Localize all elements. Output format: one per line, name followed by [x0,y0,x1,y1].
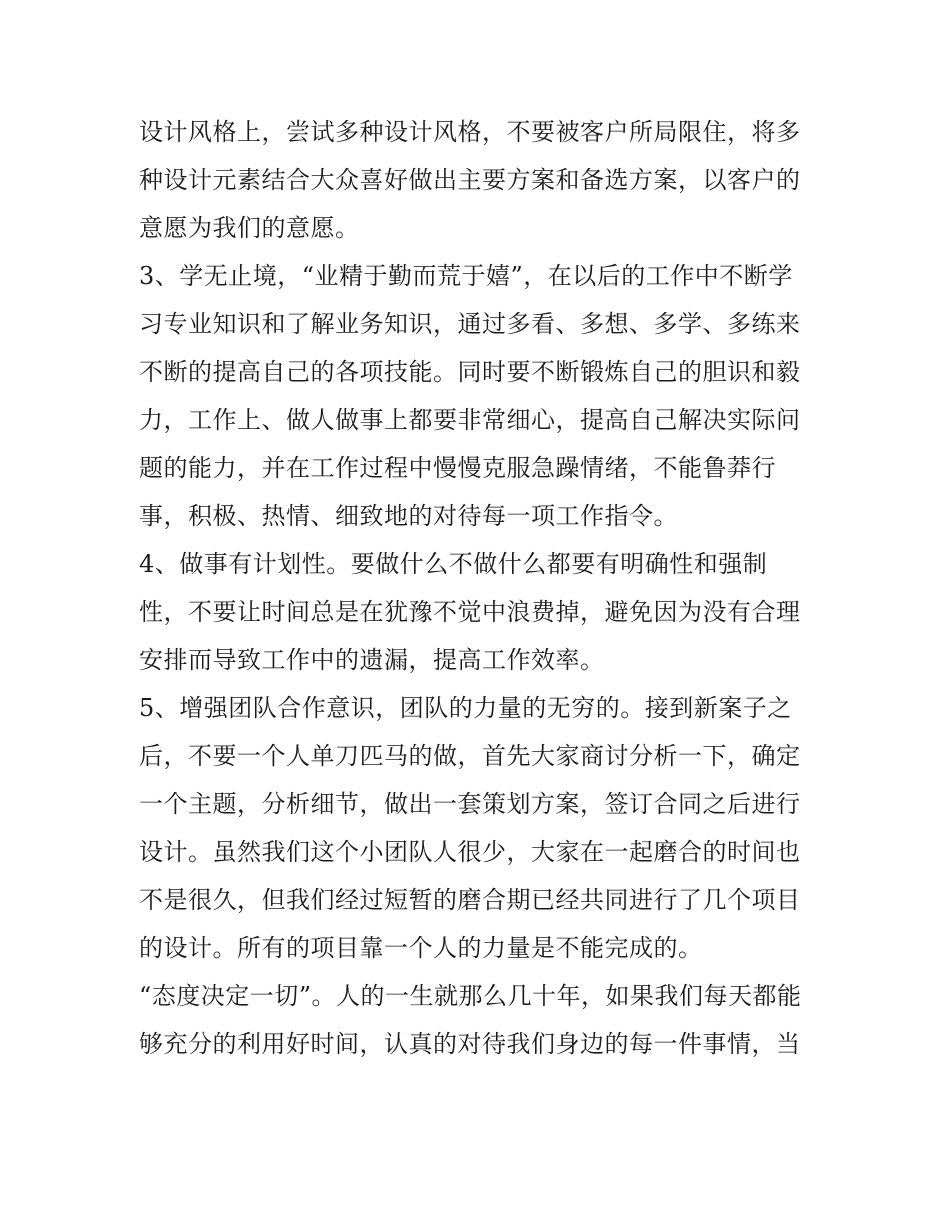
text-line: 的设计。所有的项目靠一个人的力量是不能完成的。 [139,934,703,962]
document-body [139,108,819,1068]
text-line: 力，工作上、做人做事上都要非常细心，提高自己解决实际问 [139,406,801,434]
text-line: 不是很久，但我们经过短暂的磨合期已经共同进行了几个项目 [139,886,801,914]
text-line: 事，积极、热情、细致地的对待每一项工作指令。 [139,502,678,530]
text-line: 性，不要让时间总是在犹豫不觉中浪费掉，避免因为没有合理 [139,598,801,626]
text-line: “态度决定一切”。人的一生就那么几十年，如果我们每天都能 [139,982,802,1010]
text-line: 不断的提高自己的各项技能。同时要不断锻炼自己的胆识和毅 [139,358,801,386]
text-line: 5、增强团队合作意识，团队的力量的无穷的。接到新案子之 [139,694,792,722]
text-line: 设计风格上，尝试多种设计风格，不要被客户所局限住，将多 [139,118,801,146]
text-line: 设计。虽然我们这个小团队人很少，大家在一起磨合的时间也 [139,838,801,866]
text-line: 一个主题，分析细节，做出一套策划方案，签订合同之后进行 [139,790,801,818]
text-line: 安排而导致工作中的遗漏，提高工作效率。 [139,646,605,674]
text-line: 题的能力，并在工作过程中慢慢克服急躁情绪，不能鲁莽行 [139,454,776,482]
text-line: 习专业知识和了解业务知识，通过多看、多想、多学、多练来 [139,310,801,338]
text-line: 4、做事有计划性。要做什么不做什么都要有明确性和强制 [139,550,768,578]
text-line: 3、学无止境，“业精于勤而荒于嬉”，在以后的工作中不断学 [139,262,793,290]
text-line: 意愿为我们的意愿。 [139,214,360,242]
text-line: 种设计元素结合大众喜好做出主要方案和备选方案，以客户的 [139,166,801,194]
text-line: 后，不要一个人单刀匹马的做，首先大家商讨分析一下，确定 [139,742,801,770]
text-line: 够充分的利用好时间，认真的对待我们身边的每一件事情，当 [139,1030,801,1058]
